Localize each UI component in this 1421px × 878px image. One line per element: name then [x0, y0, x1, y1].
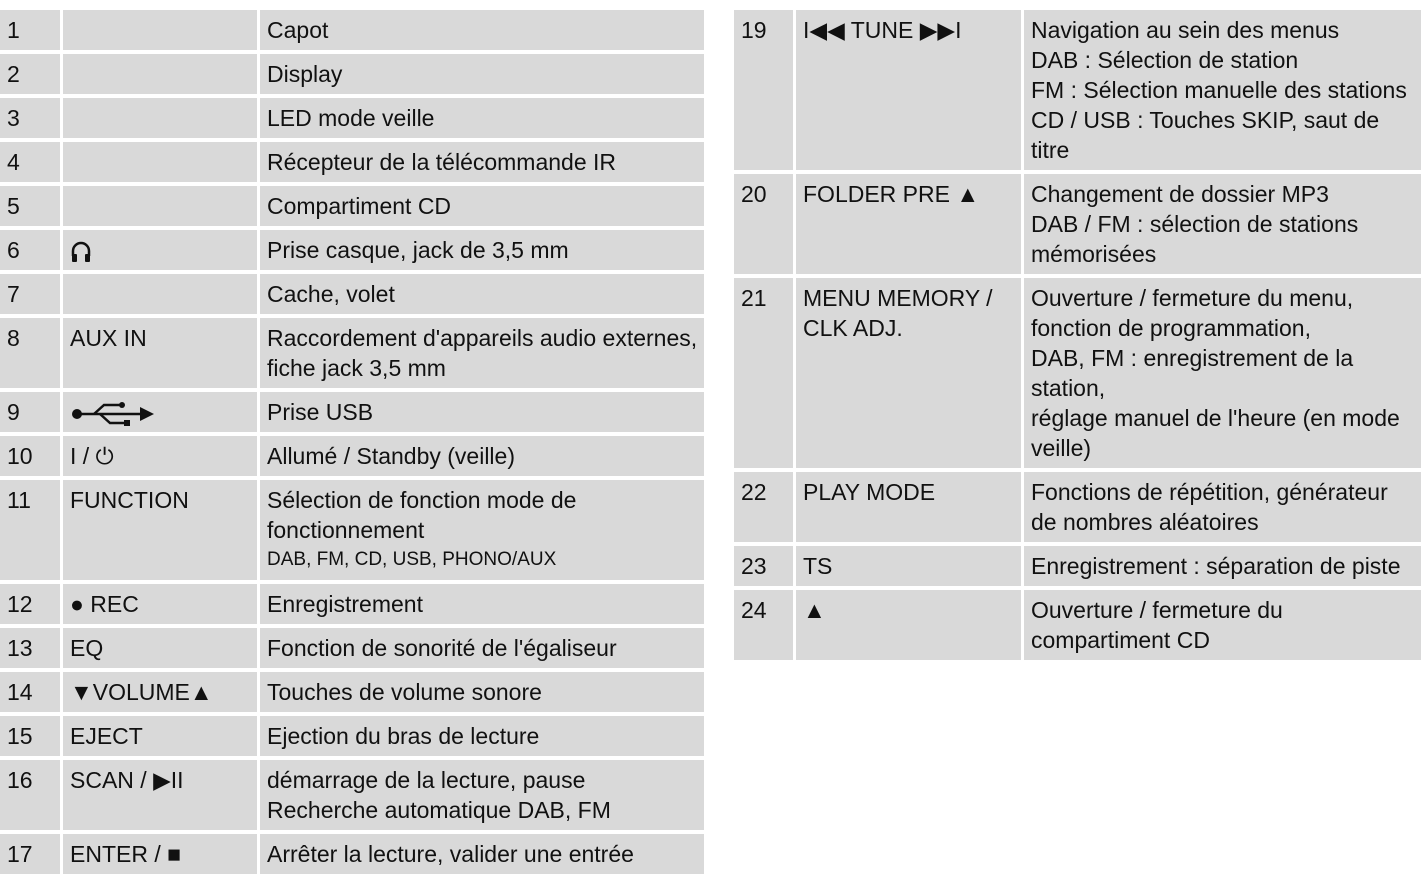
control-label	[63, 186, 260, 226]
description	[1024, 472, 1421, 542]
control-label	[63, 98, 260, 138]
table-row	[0, 436, 704, 476]
description-line: Raccordement d'appareils audio externes, fiche jack 3,5 mm	[267, 325, 698, 381]
control-label: EJECT	[63, 716, 260, 756]
description-line: Fonction de sonorité de l'égaliseur	[267, 635, 617, 661]
table-row	[734, 546, 1421, 586]
table-row	[734, 174, 1421, 274]
description-line: DAB : Sélection de station	[1031, 47, 1299, 73]
description-line: DAB, FM : enregistrement de la station,	[1031, 345, 1354, 401]
table-row	[0, 186, 704, 226]
description	[1024, 590, 1421, 660]
description-line: Prise USB	[267, 399, 374, 425]
control-label: ▲	[796, 590, 1024, 660]
description	[260, 54, 704, 94]
table-row	[0, 716, 704, 756]
description-line: Enregistrement : séparation de piste	[1031, 553, 1401, 579]
item-number: 11	[0, 480, 63, 580]
description-line: Navigation au sein des menus	[1031, 17, 1340, 43]
table-row	[734, 10, 1421, 170]
control-label: I / ⏻	[63, 436, 260, 476]
description	[260, 584, 704, 624]
description	[260, 142, 704, 182]
table-row	[0, 760, 704, 830]
description-line: Enregistrement	[267, 591, 423, 617]
description	[260, 716, 704, 756]
description-line: Capot	[267, 17, 329, 43]
description	[260, 760, 704, 830]
table-row	[0, 834, 704, 874]
control-label: AUX IN	[63, 318, 260, 388]
control-label: ENTER / ■	[63, 834, 260, 874]
table-row	[0, 628, 704, 668]
description	[260, 98, 704, 138]
control-label: MENU MEMORY / CLK ADJ.	[796, 278, 1024, 468]
control-label	[63, 54, 260, 94]
description-line: démarrage de la lecture, pause	[267, 767, 586, 793]
table-row	[0, 480, 704, 580]
control-label: PLAY MODE	[796, 472, 1024, 542]
table-row	[0, 98, 704, 138]
description	[260, 230, 704, 270]
item-number: 15	[0, 716, 63, 756]
description	[260, 10, 704, 50]
description-line: Recherche automatique DAB, FM	[267, 797, 611, 823]
table-row	[0, 54, 704, 94]
table-row	[0, 584, 704, 624]
description	[1024, 10, 1421, 170]
description	[260, 318, 704, 388]
control-label	[63, 10, 260, 50]
control-label: ▼VOLUME▲	[63, 672, 260, 712]
usb-icon	[70, 399, 156, 425]
controls-table-left	[0, 6, 704, 878]
description-line: Sélection de fonction mode de fonctionnement	[267, 487, 577, 543]
item-number: 1	[0, 10, 63, 50]
control-label: FOLDER PRE ▲	[796, 174, 1024, 274]
description-line: Arrêter la lecture, valider une entrée	[267, 841, 634, 867]
control-label	[63, 274, 260, 314]
description	[260, 628, 704, 668]
description	[260, 672, 704, 712]
item-number: 2	[0, 54, 63, 94]
table-row	[0, 392, 704, 432]
control-label: TS	[796, 546, 1024, 586]
table-row	[0, 10, 704, 50]
control-label: SCAN / ▶II	[63, 760, 260, 830]
description-line: Ejection du bras de lecture	[267, 723, 540, 749]
item-number: 6	[0, 230, 63, 270]
item-number: 10	[0, 436, 63, 476]
description-line: Ouverture / fermeture du menu, fonction de programmation,	[1031, 285, 1354, 341]
item-number: 19	[734, 10, 796, 170]
table-row	[734, 278, 1421, 468]
controls-table-right	[734, 6, 1421, 664]
table-row	[0, 318, 704, 388]
description	[260, 274, 704, 314]
description-line: Changement de dossier MP3	[1031, 181, 1329, 207]
description	[260, 480, 704, 580]
description-line: LED mode veille	[267, 105, 435, 131]
item-number: 9	[0, 392, 63, 432]
description	[260, 186, 704, 226]
item-number: 8	[0, 318, 63, 388]
description-line: Prise casque, jack de 3,5 mm	[267, 237, 569, 263]
table-row	[0, 274, 704, 314]
item-number: 3	[0, 98, 63, 138]
table-row	[734, 590, 1421, 660]
description-line: réglage manuel de l'heure (en mode veille)	[1031, 405, 1400, 461]
control-label: FUNCTION	[63, 480, 260, 580]
description	[260, 436, 704, 476]
table-row	[0, 230, 704, 270]
table-row	[0, 142, 704, 182]
control-label	[63, 230, 260, 270]
item-number: 16	[0, 760, 63, 830]
item-number: 12	[0, 584, 63, 624]
description	[260, 834, 704, 874]
description-line: Allumé / Standby (veille)	[267, 443, 515, 469]
item-number: 13	[0, 628, 63, 668]
description-line: Fonctions de répétition, générateur de nombres aléatoires	[1031, 479, 1388, 535]
description-line: Cache, volet	[267, 281, 395, 307]
control-label: ● REC	[63, 584, 260, 624]
description-line: Display	[267, 61, 343, 87]
description-modes: DAB, FM, CD, USB, PHONO/AUX	[267, 549, 557, 570]
item-number: 14	[0, 672, 63, 712]
table-row	[734, 472, 1421, 542]
item-number: 17	[0, 834, 63, 874]
item-number: 24	[734, 590, 796, 660]
item-number: 4	[0, 142, 63, 182]
item-number: 21	[734, 278, 796, 468]
table-row	[0, 672, 704, 712]
control-label: I◀◀ TUNE ▶▶I	[796, 10, 1024, 170]
description	[1024, 174, 1421, 274]
description	[1024, 546, 1421, 586]
description-line: CD / USB : Touches SKIP, saut de titre	[1031, 107, 1380, 163]
control-label: EQ	[63, 628, 260, 668]
description-line: DAB / FM : sélection de stations mémorisées	[1031, 211, 1359, 267]
item-number: 23	[734, 546, 796, 586]
item-number: 22	[734, 472, 796, 542]
control-label	[63, 392, 260, 432]
description-line: Touches de volume sonore	[267, 679, 542, 705]
description-line: FM : Sélection manuelle des stations	[1031, 77, 1407, 103]
item-number: 20	[734, 174, 796, 274]
item-number: 7	[0, 274, 63, 314]
item-number: 5	[0, 186, 63, 226]
headphones-icon	[70, 237, 92, 263]
control-label	[63, 142, 260, 182]
description	[1024, 278, 1421, 468]
description-line: Ouverture / fermeture du compartiment CD	[1031, 597, 1283, 653]
description-line: Compartiment CD	[267, 193, 452, 219]
description-line: Récepteur de la télécommande IR	[267, 149, 617, 175]
description	[260, 392, 704, 432]
